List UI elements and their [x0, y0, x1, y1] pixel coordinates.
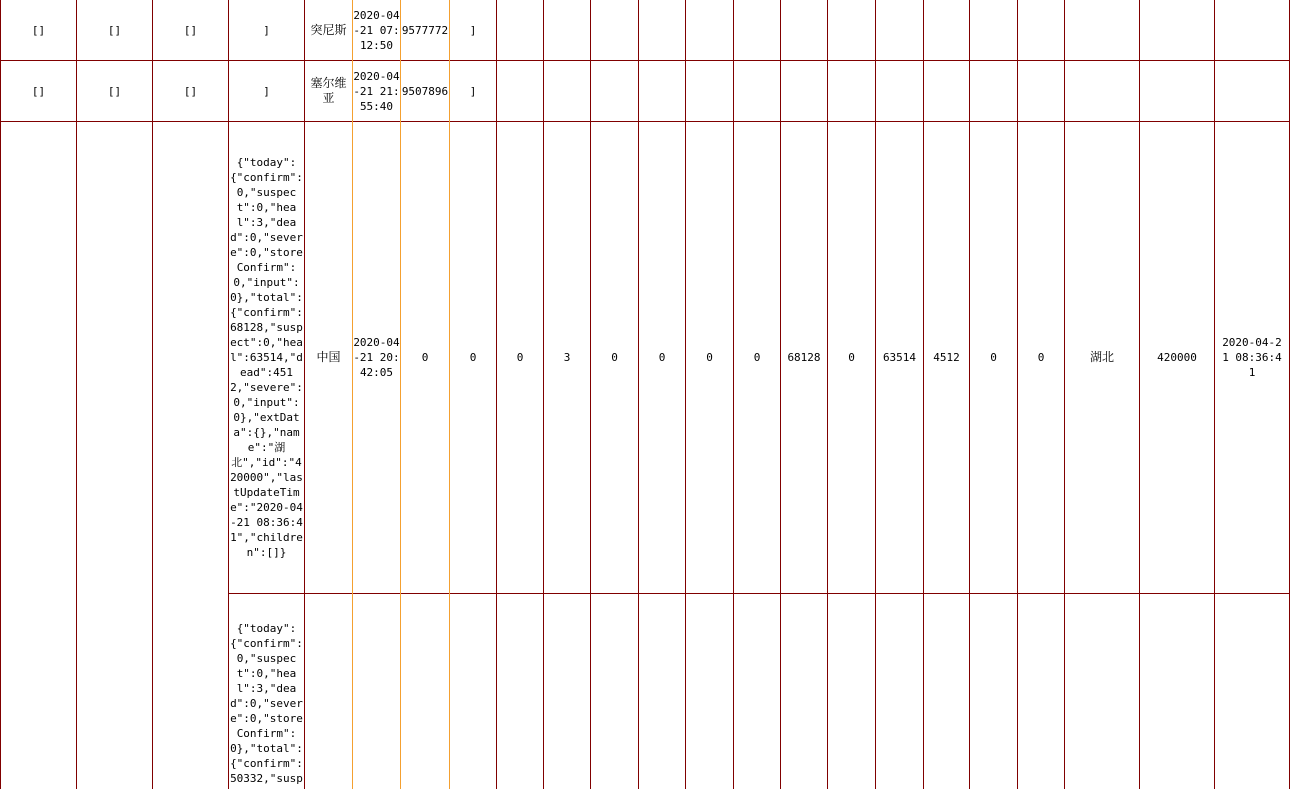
column-border	[875, 0, 876, 789]
column-border	[1064, 0, 1065, 789]
total-heal-cell: 63514	[882, 351, 917, 364]
column-border	[152, 0, 153, 789]
column-border	[923, 0, 924, 789]
date-cell: 2020-04-21 20:42:05	[353, 336, 400, 379]
table-cell: ]	[469, 23, 477, 37]
table-cell: []	[183, 23, 198, 37]
today-value-cell: 0	[516, 351, 524, 364]
column-border	[543, 0, 544, 789]
table-cell: ]	[263, 84, 270, 98]
total-severe-cell: 0	[990, 351, 997, 364]
json-data-cell: {"today":{"confirm":0,"suspect":0,"heal":3,"dead":0,"severe":0,"storeConfirm":0,"input":0},"total":{"confirm":68128,"suspect":0,"heal":63514,"dead":4512,"severe":0,"input":0},"extData":{},"name":"湖北","id":"420000","lastUpdateTime":"2020-04-21 08:36:41","children":[]}	[230, 156, 303, 559]
today-input-cell: 0	[753, 351, 761, 364]
column-border	[590, 0, 591, 789]
id-cell: 9577772	[401, 23, 449, 37]
province-name-cell: 湖北	[1089, 350, 1114, 364]
today-heal-cell: 3	[563, 351, 571, 364]
column-border	[827, 0, 828, 789]
total-input-cell: 0	[1037, 351, 1045, 364]
today-store-confirm-cell: 0	[706, 351, 713, 364]
country-name-cell: 塞尔维亚	[310, 76, 347, 105]
column-border	[780, 0, 781, 789]
json-data-cell: {"today":{"confirm":0,"suspect":0,"heal":3,"dead":0,"severe":0,"storeConfirm":0},"total":{"confirm":50332,"susp	[230, 622, 303, 785]
today-confirm-cell: 0	[421, 351, 429, 364]
total-confirm-cell: 68128	[787, 351, 821, 364]
table-cell: ]	[469, 84, 477, 98]
column-border	[228, 0, 229, 789]
table-cell: []	[107, 84, 122, 98]
today-severe-cell: 0	[658, 351, 666, 364]
column-border	[1214, 0, 1215, 789]
total-dead-cell: 4512	[933, 351, 960, 364]
column-border	[76, 0, 77, 789]
column-border	[1289, 0, 1290, 789]
column-border	[0, 0, 1, 789]
date-cell: 2020-04-21 07:12:50	[353, 8, 400, 52]
table-cell: []	[31, 23, 46, 37]
country-name-cell: 突尼斯	[310, 22, 347, 37]
column-border	[496, 0, 497, 789]
table-cell: []	[183, 84, 198, 98]
column-border	[1139, 0, 1140, 789]
column-border	[685, 0, 686, 789]
province-id-cell: 420000	[1157, 351, 1197, 364]
column-border	[733, 0, 734, 789]
today-dead-cell: 0	[611, 351, 618, 364]
column-border	[449, 0, 450, 789]
column-border	[400, 0, 401, 789]
row-border	[228, 593, 1290, 594]
column-border	[352, 0, 353, 789]
column-border	[638, 0, 639, 789]
table-cell: []	[107, 23, 122, 37]
row-border	[0, 60, 1290, 61]
date-cell: 2020-04-21 21:55:40	[353, 69, 400, 113]
last-update-time-cell: 2020-04-21 08:36:41	[1222, 336, 1282, 379]
total-suspect-cell: 0	[848, 351, 855, 364]
table-cell: []	[31, 84, 46, 98]
column-border	[1017, 0, 1018, 789]
table-cell: ]	[263, 23, 270, 37]
today-suspect-cell: 0	[469, 351, 477, 364]
country-name-cell: 中国	[316, 350, 341, 364]
id-cell: 9507896	[401, 84, 449, 98]
column-border	[969, 0, 970, 789]
column-border	[304, 0, 305, 789]
row-border	[0, 121, 1290, 122]
